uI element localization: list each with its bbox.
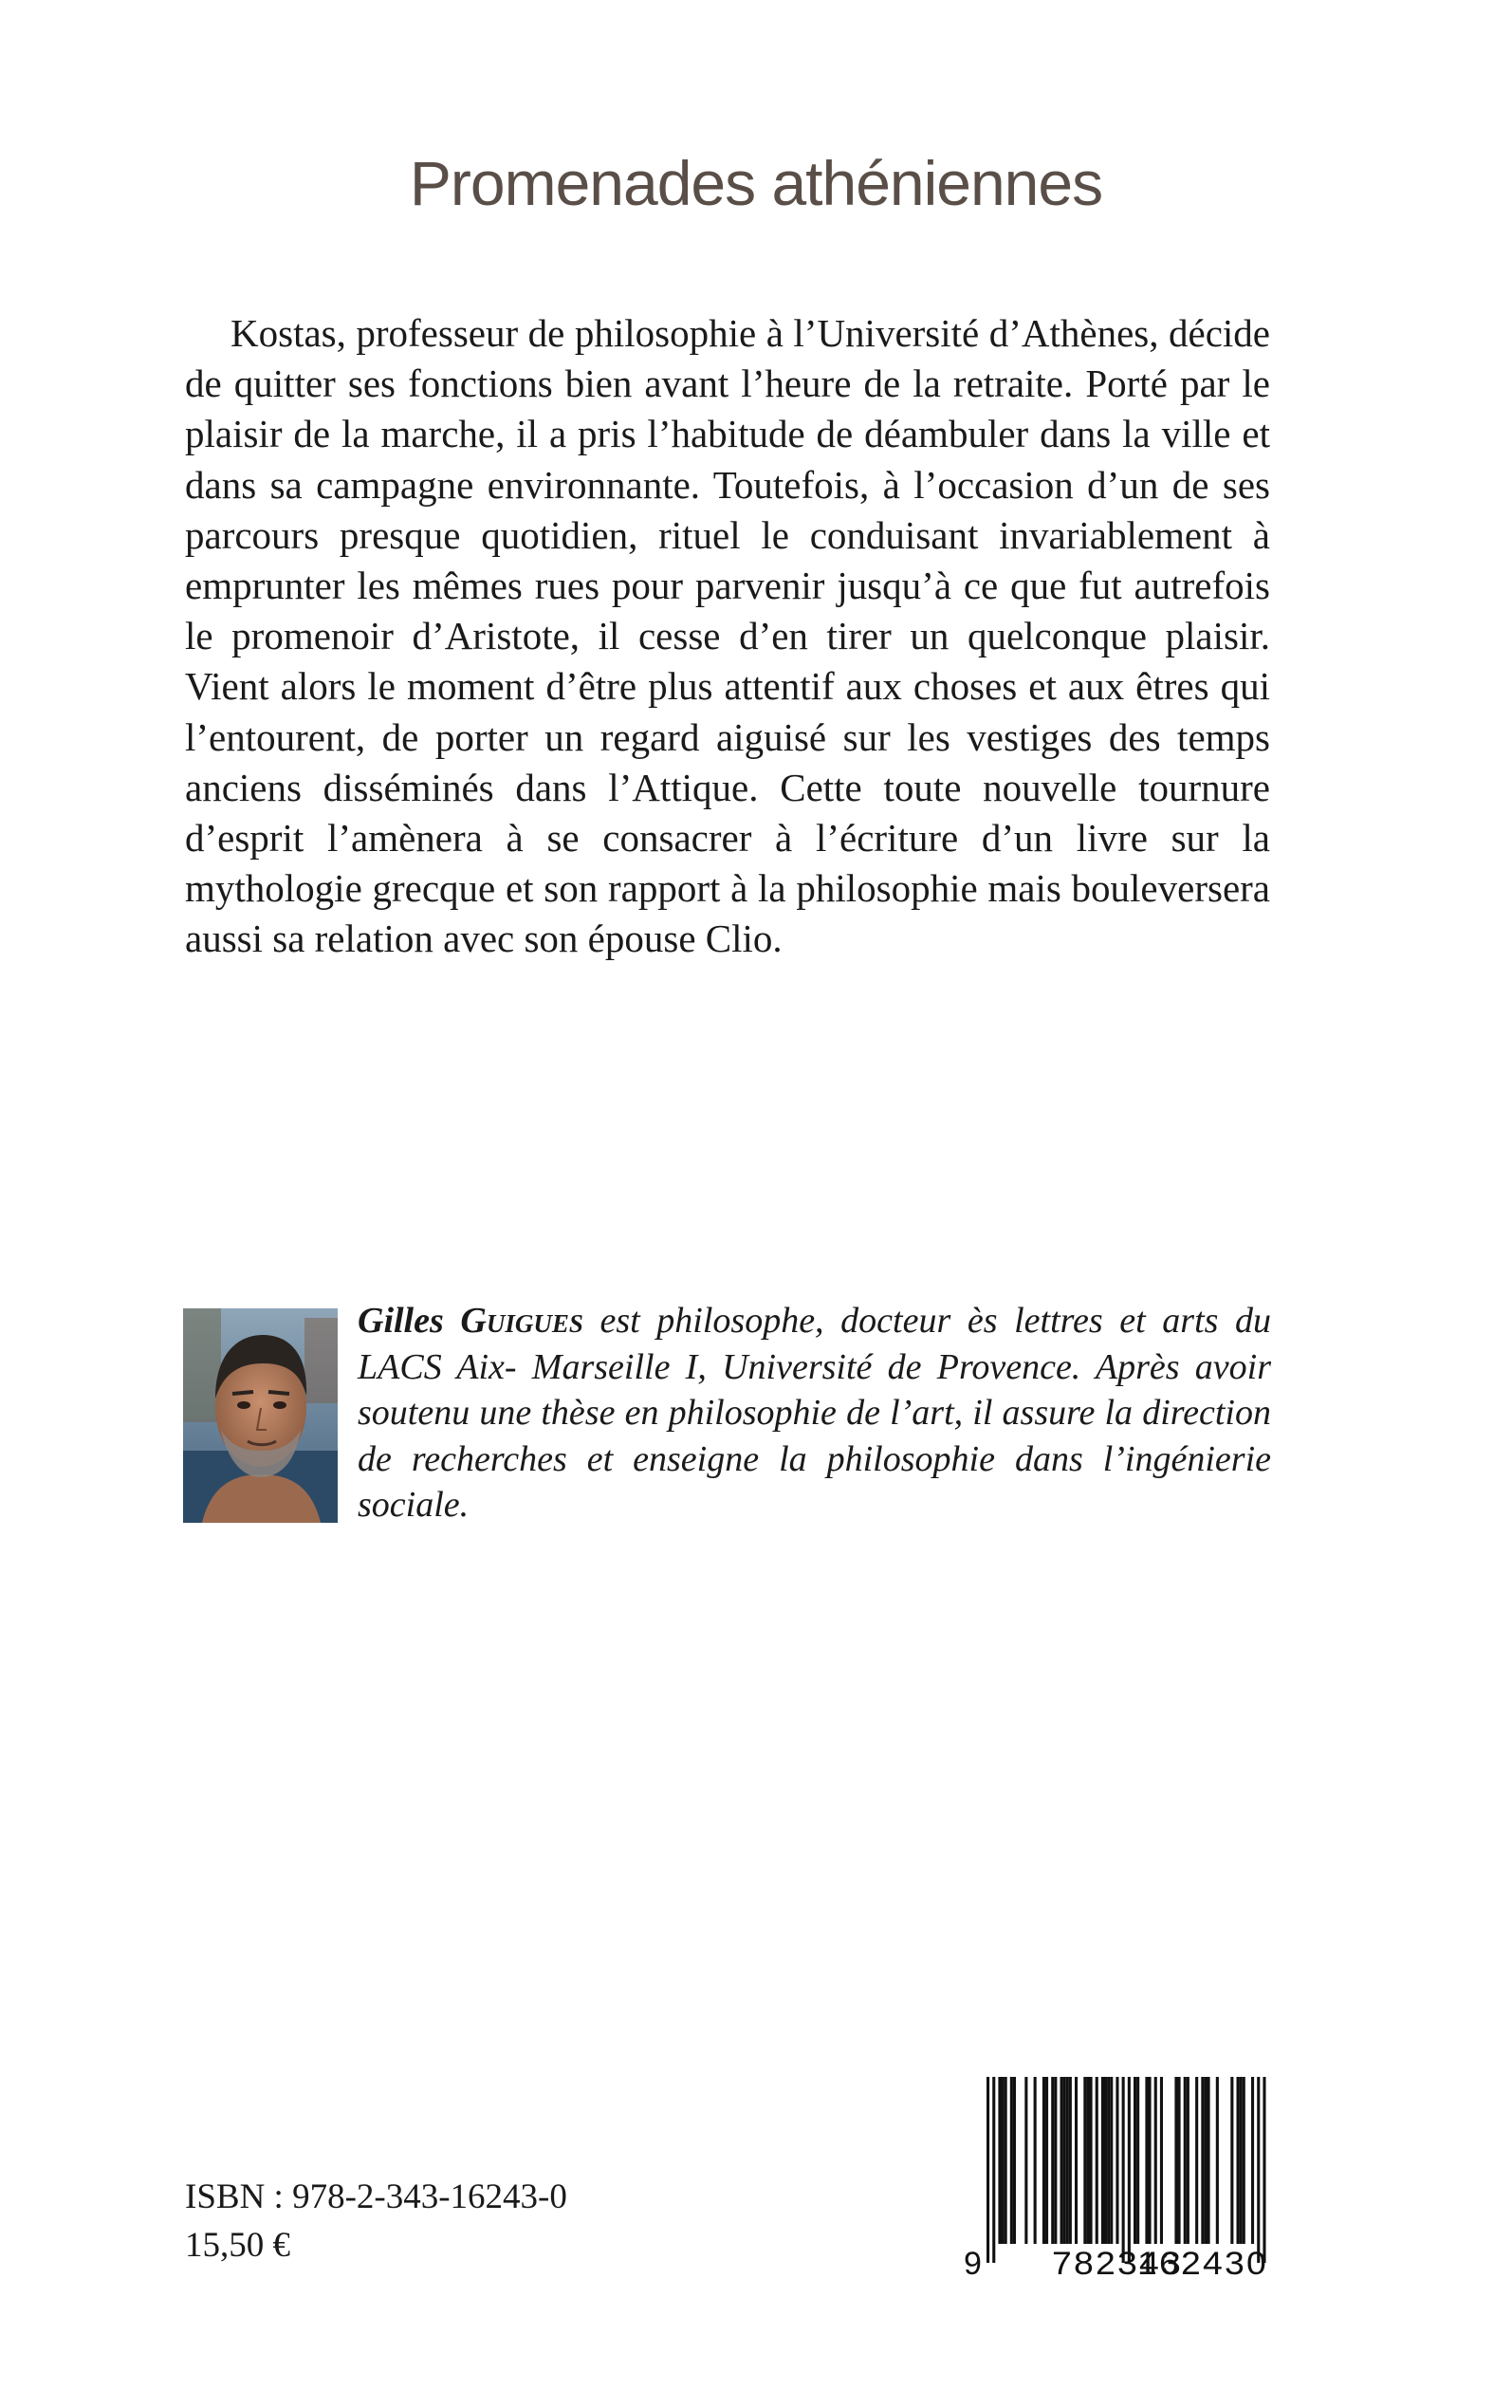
isbn-label: ISBN : 978-2-343-16243-0 xyxy=(185,2177,567,2216)
barcode-bar xyxy=(1075,2077,1078,2244)
author-portrait-icon xyxy=(183,1308,338,1523)
barcode-bar xyxy=(1002,2077,1005,2244)
barcode-bar xyxy=(992,2077,995,2263)
barcode-bar xyxy=(1230,2077,1233,2244)
barcode-left-group: 782343 xyxy=(1052,2246,1183,2278)
barcode-right-group: 162430 xyxy=(1137,2246,1268,2278)
barcode-bar xyxy=(1024,2077,1027,2244)
barcode-bar xyxy=(1174,2077,1177,2244)
author-bio xyxy=(358,1298,1271,1528)
barcode-bar xyxy=(998,2077,1001,2244)
barcode-bar xyxy=(1208,2077,1210,2244)
barcode-bar xyxy=(1034,2077,1037,2244)
barcode-bar xyxy=(1122,2077,1125,2263)
barcode-bar xyxy=(1243,2077,1245,2244)
barcode-first-digit: 9 xyxy=(964,2246,982,2278)
barcode-bar xyxy=(1096,2077,1098,2244)
barcode xyxy=(958,2073,1271,2278)
barcode-bar xyxy=(1054,2077,1057,2244)
barcode-bar xyxy=(1107,2077,1110,2244)
barcode-bar xyxy=(1069,2077,1072,2244)
barcode-bar xyxy=(1160,2077,1163,2244)
barcode-bar xyxy=(1134,2077,1136,2244)
barcode-bar xyxy=(1090,2077,1093,2244)
barcode-bar xyxy=(1201,2077,1204,2244)
barcode-bar xyxy=(1083,2077,1086,2244)
barcode-bar xyxy=(1063,2077,1066,2244)
barcode-bar xyxy=(1145,2077,1148,2244)
barcode-bar xyxy=(1149,2077,1152,2244)
barcode-bar xyxy=(1101,2077,1104,2244)
book-title: Promenades athéniennes xyxy=(409,148,1103,218)
price-label: 15,50 € xyxy=(185,2226,290,2265)
barcode-bar xyxy=(1216,2077,1219,2244)
barcode-bar xyxy=(1066,2077,1069,2244)
barcode-bar xyxy=(1086,2077,1089,2244)
book-blurb: Kostas, professeur de philosophie à l’Université d’Athènes, décide de quitter ses fonctions bien avant l’heure de la retraite. Porté par le plaisir de la marche, il a pris l’habitude de déambuler dans la ville et dans sa campagne environnante. Toutefois, à l’occasion d’un de ses parcours presque quotidien, rituel le conduisant invariablement à emprunter les mêmes rues pour parvenir jusqu’à ce que fut autrefois le promenoir d’Aristote, il cesse d’en tirer un quelconque plaisir. Vient alors le moment d’être plus attentif aux choses et aux êtres qui l’entourent, de porter un regard aiguisé sur les vestiges des temps anciens disséminés dans l’Attique. Cette toute nouvelle tournure d’esprit l’amènera à se consacrer à l’écriture d’un livre sur la mythologie grecque et son rapport à la philosophie mais bouleversera aussi sa relation avec son épouse Clio. xyxy=(185,311,1270,961)
barcode-bar xyxy=(1257,2077,1260,2263)
barcode-bar xyxy=(1010,2077,1013,2244)
author-last-name: Guigues xyxy=(460,1301,583,1341)
barcode-bar xyxy=(1060,2077,1063,2244)
barcode-bar xyxy=(1128,2077,1131,2263)
barcode-bar xyxy=(1104,2077,1107,2244)
barcode-bar xyxy=(1195,2077,1198,2244)
barcode-bar xyxy=(1237,2077,1240,2244)
author-bio-text: est philosophe, docteur ès lettres et arts du LACS Aix- Marseille I, Université de Provence. Après avoir soutenu une thèse en philosophie de l’art, il assure la direction de recherches et enseigne la philosophie dans l’ingénierie sociale. xyxy=(358,1301,1272,1525)
barcode-bar xyxy=(1136,2077,1139,2244)
barcode-bar xyxy=(1204,2077,1207,2244)
barcode-bar xyxy=(1042,2077,1045,2244)
author-first-name: Gilles xyxy=(358,1301,444,1341)
barcode-bar xyxy=(1184,2077,1187,2244)
barcode-bar xyxy=(1013,2077,1016,2244)
barcode-bar xyxy=(1045,2077,1048,2244)
barcode-bar xyxy=(1051,2077,1054,2244)
barcode-bar xyxy=(1251,2077,1254,2244)
author-photo xyxy=(183,1308,338,1523)
barcode-bar xyxy=(1263,2077,1265,2263)
barcode-bar xyxy=(1240,2077,1243,2244)
barcode-bar xyxy=(1110,2077,1113,2244)
barcode-bar xyxy=(1005,2077,1007,2244)
barcode-bar xyxy=(1178,2077,1181,2244)
barcode-bar xyxy=(1187,2077,1189,2244)
barcode-bar xyxy=(986,2077,989,2263)
barcode-bar xyxy=(1154,2077,1157,2244)
barcode-bar xyxy=(1116,2077,1118,2244)
